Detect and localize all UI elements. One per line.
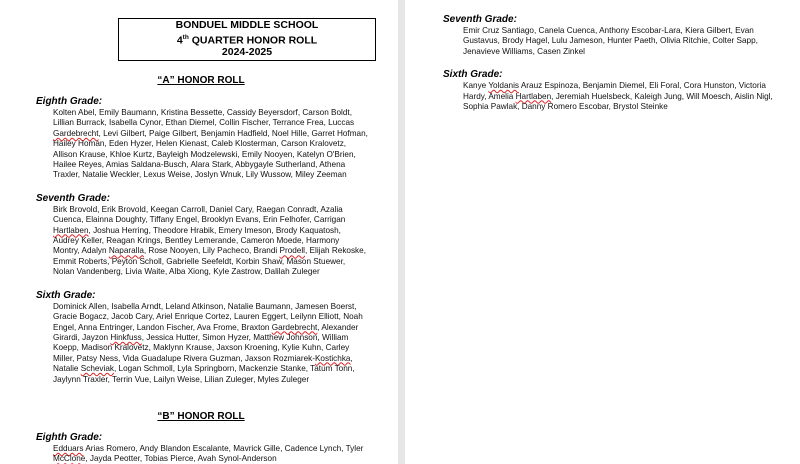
names-list: Dominick Allen, Isabella Arndt, Leland Atkinson, Natalie Baumann, Jamesen Boerst, Gracie Bogacz, Jacob Cary, Ariel Enrique Cortez, Lauren Eggert, Leilynn Elliott, Noah Engel, Anna Entringer, Landon Fischer, Ava Frome, Braxton Gardebrecht, Alexander Girardi, Jayzon Hinkfuss, Jessica Hutter, Simon Hyzer, Matthew Johnson, William Koepp, Madison Kralovetz, Maklynn Krause, Jaxson Kroening, Kylie Kuhn, Carley Miller, Patsy Ness, Vida Guadalupe Rivera Guzman, Jaxson Rozmiarek-Kostichka, Natalie Scheviak, Logan Schmoll, Lyla Springborn, Mackenzie Stanke, Tatum Tonn, Jaylynn Traxler, Terrin Vue, Lailyn Weise, Lilian Zuleger, Myles Zuleger <box>53 301 363 384</box>
a-eighth-grade-section <box>34 96 368 181</box>
grade-heading: Sixth Grade: <box>443 69 503 81</box>
b-honor-roll-heading: “B” HONOR ROLL <box>157 410 245 422</box>
a-sixth-grade-section <box>34 290 368 385</box>
grade-heading: Seventh Grade: <box>36 192 110 204</box>
school-name: BONDUEL MIDDLE SCHOOL <box>175 19 319 31</box>
document-page-right <box>405 0 800 464</box>
names-list: Kanye Yoldanis Arauz Espinoza, Benjamin Diemel, Eli Foral, Cora Hunston, Victoria Hardy, Amelia Hartlaben, Jeremiah Huelsbeck, Kaleigh Jung, Will Moesch, Aislin Nigl, Sophia Pawlak, Danny Romero Escobar, Brystol Steinke <box>463 81 773 112</box>
b-eighth-grade-section <box>34 432 368 464</box>
a-seventh-grade-section <box>34 193 368 278</box>
document-page-left <box>0 0 398 464</box>
grade-heading: Eighth Grade: <box>36 431 103 443</box>
b-seventh-grade-section <box>443 14 780 57</box>
a-honor-roll-heading: “A” HONOR ROLL <box>157 75 245 86</box>
school-year: 2024-2025 <box>221 45 273 58</box>
names-list: Edduars Arias Romero, Andy Blandon Escalante, Mavrick Gille, Cadence Lynch, Tyler McClone, Jayda Peotter, Tobias Pierce, Avah Synol-Anderson <box>53 443 364 464</box>
grade-heading: Eighth Grade: <box>36 96 103 107</box>
title-box <box>118 18 376 61</box>
grade-heading: Seventh Grade: <box>443 14 517 25</box>
names-list: Kolten Abel, Emily Baumann, Kristina Bessette, Cassidy Beyersdorf, Carson Boldt, Lillian Burrack, Isabella Cynor, Ethan Diemel, Collin Fischer, Terrance Frea, Luccas Gardebrecht, Levi Gilbert, Paige Gilbert, Benjamin Hadfield, Noel Hille, Garret Hofman, Hailey Homan, Eden Hyzer, Helen Kienast, Caleb Klosterman, Carson Kralovetz, Allison Krause, Khloe Kurtz, Bayleigh Modzelewski, Emily Nooyen, Katelyn O'Brien, Hailee Reyes, Amias Saldana-Busch, Alara Stark, Abbygayle Sutherland, Athena Traxler, Natalie Weckler, Lexus Weise, Joslyn Wnuk, Lily Wussow, Miley Zeeman <box>53 108 368 180</box>
grade-heading: Sixth Grade: <box>36 289 96 301</box>
b-sixth-grade-section <box>443 69 780 112</box>
names-list: Emir Cruz Santiago, Canela Cuenca, Anthony Escobar-Lara, Kiera Gilbert, Evan Gustavus, Brody Hagel, Lulu Jameson, Hunter Paeth, Olivia Ritchie, Colter Sapp, Jenavieve Williams, Casen Zinkel <box>463 26 758 56</box>
names-list: Birk Brovold, Erik Brovold, Keegan Carroll, Daniel Cary, Raegan Conradt, Azalia Cuenca, Elainna Doughty, Tiffany Engel, Brooklyn Evans, Erin Felhofer, Carrigan Hartlaben, Joshua Herring, Theodore Hrabik, Emery Imeson, Brody Kaquatosh, Audrey Keller, Reagan Krings, Bentley Lemerande, Cameron Moede, Harmony Montry, Adalyn Naparalla, Rose Nooyen, Lily Pacheco, Brandi Prodell, Elijah Rekoske, Emmit Roberts, Peyton Scholl, Gabrielle Seefeldt, Korbin Shaw, Mason Stuewer, Nolan Vandenberg, Livia Waite, Alba Xiong, Kyle Zastrow, Dalilah Zuleger <box>53 204 366 277</box>
quarter-title: 4th QUARTER HONOR ROLL <box>176 33 318 46</box>
